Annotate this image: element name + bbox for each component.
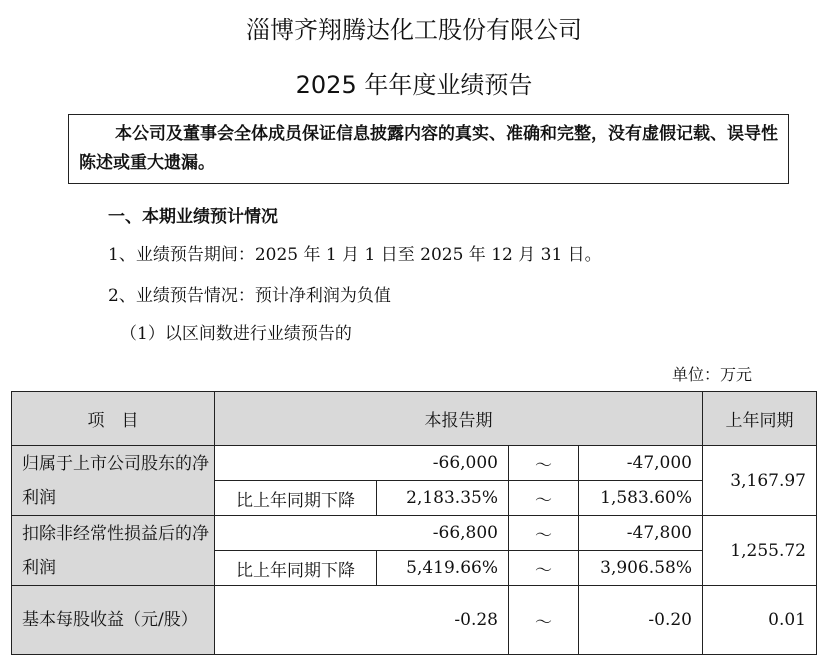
change-label: 比上年同期下降 xyxy=(215,551,377,586)
previous-value: 0.01 xyxy=(703,586,817,655)
row-label: 基本每股收益（元/股） xyxy=(12,586,215,655)
row-label: 归属于上市公司股东的净利润 xyxy=(12,446,215,516)
range-separator: ～ xyxy=(509,551,579,586)
range-separator: ～ xyxy=(509,446,579,481)
table-row xyxy=(12,586,817,655)
change-high: 1,583.60% xyxy=(579,481,703,516)
range-low: -66,000 xyxy=(215,446,509,481)
change-low: 2,183.35% xyxy=(377,481,509,516)
range-separator: ～ xyxy=(509,516,579,551)
table-row xyxy=(12,446,817,481)
forecast-period: 1、业绩预告期间：2025 年 1 月 1 日至 2025 年 12 月 31 日。 xyxy=(108,245,602,265)
header-item: 项 目 xyxy=(12,392,215,446)
unit-label: 单位：万元 xyxy=(672,365,753,384)
table-row xyxy=(12,516,817,551)
report-title: 2025 年年度业绩预告 xyxy=(295,71,533,99)
previous-value: 1,255.72 xyxy=(703,516,817,586)
forecast-status: 2、业绩预告情况：预计净利润为负值 xyxy=(108,286,391,306)
forecast-method: （1）以区间数进行业绩预告的 xyxy=(120,324,352,344)
row-label: 扣除非经常性损益后的净利润 xyxy=(12,516,215,586)
previous-value: 3,167.97 xyxy=(703,446,817,516)
change-low: 5,419.66% xyxy=(377,551,509,586)
header-previous-period: 上年同期 xyxy=(703,392,817,446)
change-high: 3,906.58% xyxy=(579,551,703,586)
change-label: 比上年同期下降 xyxy=(215,481,377,516)
company-name: 淄博齐翔腾达化工股份有限公司 xyxy=(246,16,582,44)
range-low: -0.28 xyxy=(215,586,509,655)
range-low: -66,800 xyxy=(215,516,509,551)
range-high: -47,800 xyxy=(579,516,703,551)
range-high: -0.20 xyxy=(579,586,703,655)
header-current-period: 本报告期 xyxy=(215,392,703,446)
range-separator: ～ xyxy=(509,586,579,655)
range-high: -47,000 xyxy=(579,446,703,481)
disclaimer-notice: 本公司及董事会全体成员保证信息披露内容的真实、准确和完整，没有虚假记载、误导性陈述或重大遗漏。 xyxy=(68,114,789,184)
section-heading: 一、本期业绩预计情况 xyxy=(108,207,278,227)
range-separator: ～ xyxy=(509,481,579,516)
forecast-table xyxy=(11,391,817,655)
table-header-row xyxy=(12,392,817,446)
